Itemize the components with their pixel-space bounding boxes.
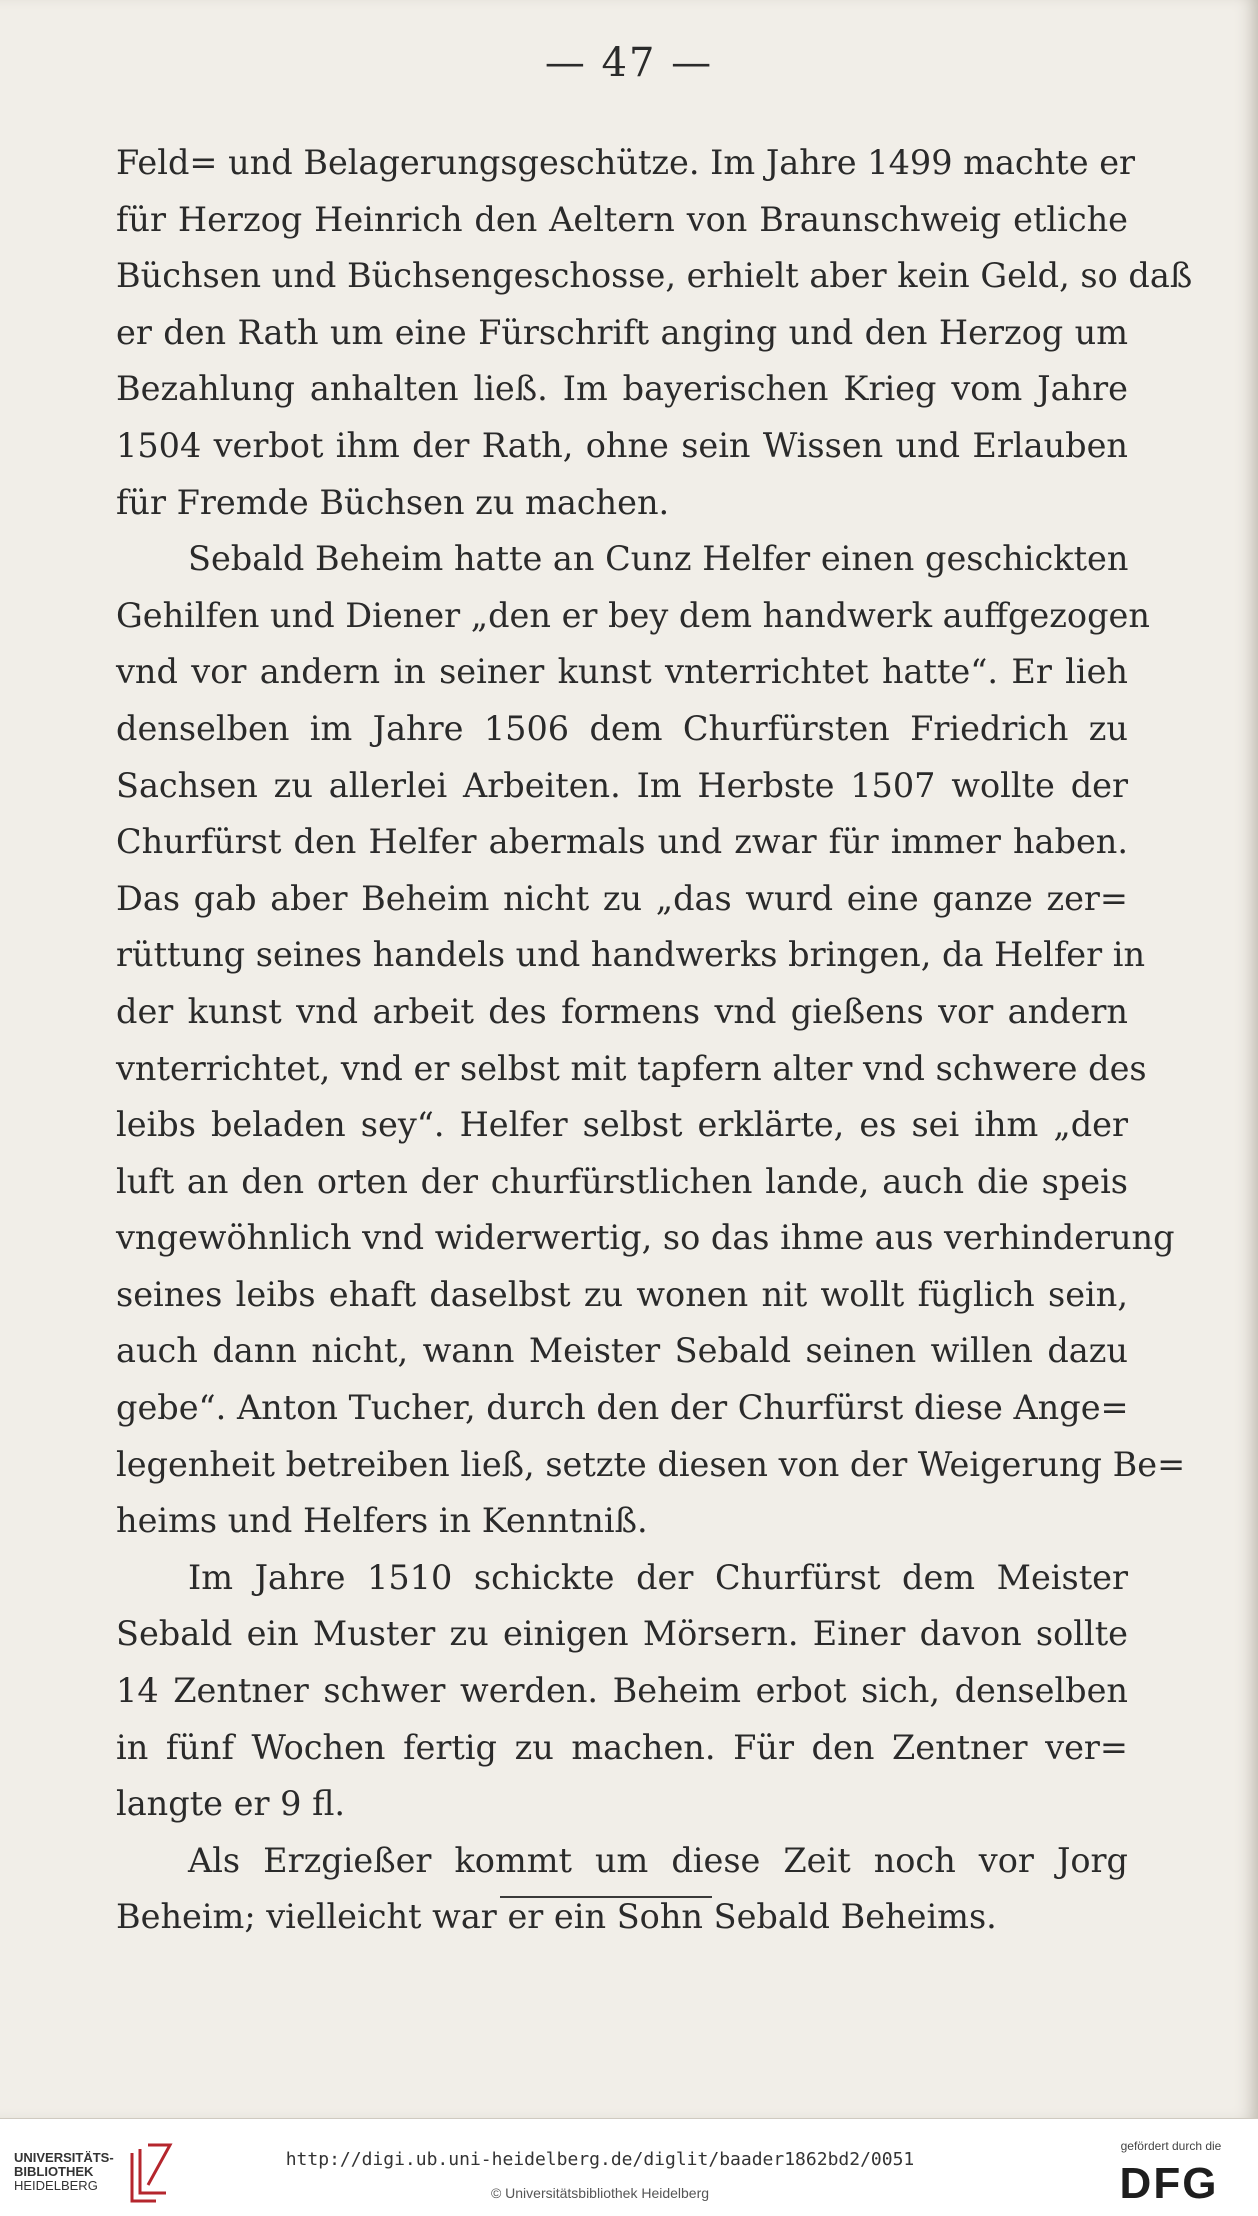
- text-line: leibs beladen sey“. Helfer selbst erklärte, es sei ihm „der: [116, 1105, 1128, 1145]
- viewer-footer: [0, 2118, 1258, 2216]
- logo-line: UNIVERSITÄTS-: [14, 2150, 114, 2165]
- section-divider: [500, 1896, 712, 1898]
- sponsor-note: gefördert durch die: [1120, 2139, 1222, 2153]
- text-line: vngewöhnlich vnd widerwertig, so das ihme aus verhinderung: [116, 1218, 1175, 1258]
- text-line: denselben im Jahre 1506 dem Churfürsten Friedrich zu: [116, 708, 1128, 748]
- text-line: luft an den orten der churfürstlichen lande, auch die speis: [116, 1161, 1128, 1201]
- page-number: — 47 —: [544, 40, 714, 86]
- text-line: er den Rath um eine Fürschrift anging und den Herzog um: [116, 312, 1128, 352]
- text-line: 14 Zentner schwer werden. Beheim erbot sich, denselben: [116, 1671, 1128, 1711]
- library-logo-icon: [126, 2143, 174, 2205]
- text-line: Sebald ein Muster zu einigen Mörsern. Einer davon sollte: [116, 1614, 1128, 1654]
- dfg-logo: DFG: [1119, 2159, 1219, 2208]
- text-line: Das gab aber Beheim nicht zu „das wurd eine ganze zer=: [116, 878, 1128, 918]
- text-line: rüttung seines handels und handwerks bringen, da Helfer in: [116, 935, 1146, 975]
- text-line: in fünf Wochen fertig zu machen. Für den Zentner ver=: [116, 1727, 1128, 1767]
- text-line: Im Jahre 1510 schickte der Churfürst dem Meister: [188, 1557, 1128, 1597]
- text-line: für Fremde Büchsen zu machen.: [116, 482, 670, 522]
- text-line: Büchsen und Büchsengeschosse, erhielt aber kein Geld, so daß: [116, 256, 1193, 296]
- text-line: Churfürst den Helfer abermals und zwar für immer haben.: [116, 822, 1128, 862]
- text-line: heims und Helfers in Kenntniß.: [116, 1501, 648, 1541]
- text-line: vnd vor andern in seiner kunst vnterrichtet hatte“. Er lieh: [116, 652, 1128, 692]
- body-text: [116, 135, 1193, 1946]
- text-line: Bezahlung anhalten ließ. Im bayerischen Krieg vom Jahre: [116, 369, 1128, 409]
- text-line: Beheim; vielleicht war er ein Sohn Sebald Beheims.: [116, 1897, 997, 1937]
- logo-line: HEIDELBERG: [14, 2178, 98, 2193]
- text-line: seines leibs ehaft daselbst zu wonen nit wollt füglich sein,: [116, 1274, 1128, 1314]
- text-line: 1504 verbot ihm der Rath, ohne sein Wissen und Erlauben: [116, 425, 1128, 465]
- text-line: vnterrichtet, vnd er selbst mit tapfern alter vnd schwere des: [116, 1048, 1147, 1088]
- text-line: für Herzog Heinrich den Aeltern von Braunschweig etliche: [116, 199, 1128, 239]
- logo-line: BIBLIOTHEK: [14, 2164, 94, 2179]
- text-line: der kunst vnd arbeit des formens vnd gießens vor andern: [116, 991, 1128, 1031]
- permalink[interactable]: http://digi.ub.uni-heidelberg.de/diglit/baader1862bd2/0051: [285, 2149, 915, 2170]
- library-logo-text: [14, 2151, 114, 2193]
- text-line: Als Erzgießer kommt um diese Zeit noch vor Jorg: [188, 1840, 1128, 1880]
- text-line: Sachsen zu allerlei Arbeiten. Im Herbste 1507 wollte der: [116, 765, 1128, 805]
- text-line: auch dann nicht, wann Meister Sebald seinen willen dazu: [116, 1331, 1128, 1371]
- text-line: legenheit betreiben ließ, setzte diesen von der Weigerung Be=: [116, 1444, 1186, 1484]
- text-line: Feld= und Belagerungsgeschütze. Im Jahre 1499 machte er: [116, 143, 1136, 182]
- text-line: gebe“. Anton Tucher, durch den der Churfürst diese Ange=: [116, 1388, 1129, 1428]
- text-line: langte er 9 fl.: [116, 1784, 346, 1824]
- copyright-notice: © Universitätsbibliothek Heidelberg: [490, 2185, 710, 2201]
- text-line: Gehilfen und Diener „den er bey dem handwerk auffgezogen: [116, 595, 1150, 635]
- text-line: Sebald Beheim hatte an Cunz Helfer einen geschickten: [188, 539, 1129, 579]
